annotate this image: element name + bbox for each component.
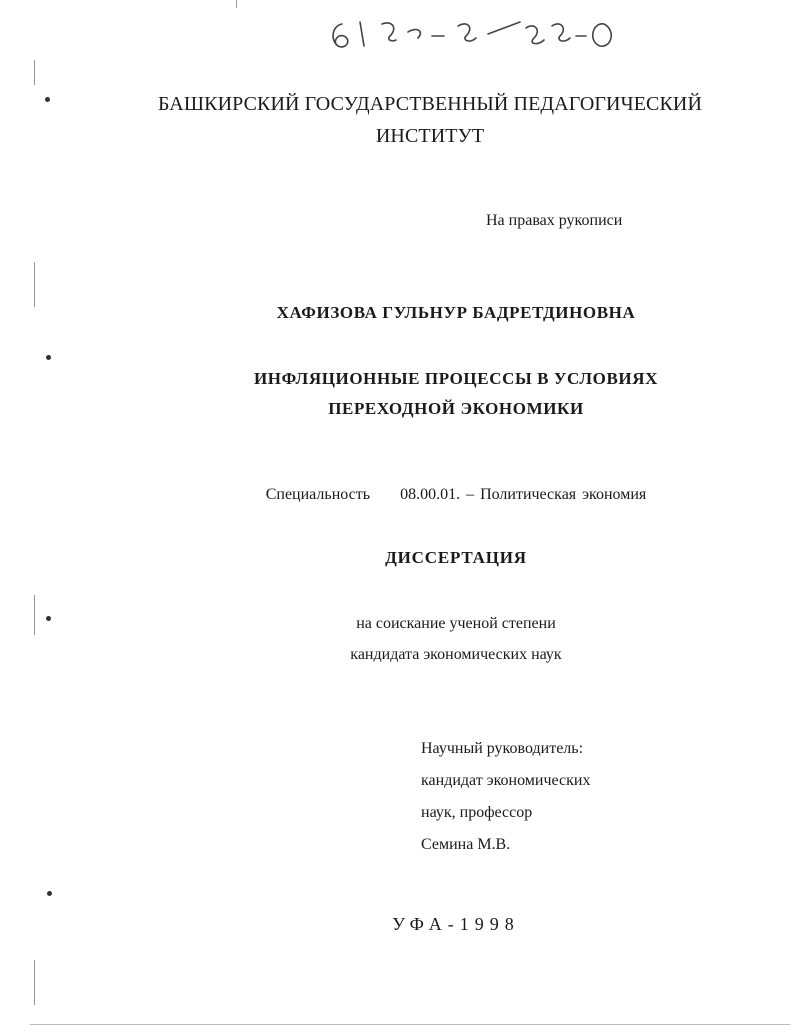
title-line-2: ПЕРЕХОДНОЙ ЭКОНОМИКИ bbox=[328, 399, 584, 418]
city-year: УФА-1998 bbox=[392, 914, 520, 934]
degree-statement bbox=[150, 608, 762, 670]
institution-name bbox=[150, 88, 710, 152]
scan-margin-line bbox=[34, 960, 35, 1005]
document-type-heading: ДИССЕРТАЦИЯ bbox=[385, 548, 527, 567]
scan-margin-line bbox=[34, 262, 35, 307]
scan-top-line bbox=[236, 0, 237, 8]
binding-hole-dot bbox=[46, 355, 51, 360]
specialty-line bbox=[150, 486, 762, 504]
scan-margin-line bbox=[34, 595, 35, 635]
binding-hole-dot bbox=[47, 891, 52, 896]
dissertation-title bbox=[150, 364, 762, 424]
manuscript-rights-note: На правах рукописи bbox=[486, 212, 623, 229]
scientific-advisor-block bbox=[421, 733, 590, 861]
title-line-1: ИНФЛЯЦИОННЫЕ ПРОЦЕССЫ В УСЛОВИЯХ bbox=[253, 369, 659, 388]
handwritten-number-inscription bbox=[320, 6, 620, 68]
institution-line-2: ИНСТИТУТ bbox=[375, 125, 485, 147]
degree-line-1: на соискание ученой степени bbox=[356, 615, 556, 632]
advisor-name: Семина М.В. bbox=[421, 836, 511, 853]
specialty-value: 08.00.01. – Политическая экономия bbox=[400, 486, 647, 503]
degree-line-2: кандидата экономических наук bbox=[350, 646, 562, 663]
advisor-title-line-2: наук, профессор bbox=[421, 804, 533, 821]
institution-line-1: БАШКИРСКИЙ ГОСУДАРСТВЕННЫЙ ПЕДАГОГИЧЕСКИЙ bbox=[157, 93, 702, 115]
advisor-title-line-1: кандидат экономических bbox=[421, 772, 591, 789]
advisor-heading: Научный руководитель: bbox=[421, 740, 584, 757]
author-name: ХАФИЗОВА ГУЛЬНУР БАДРЕТДИНОВНА bbox=[276, 303, 636, 322]
binding-hole-dot bbox=[46, 616, 51, 621]
scan-bottom-line bbox=[30, 1024, 790, 1025]
scan-margin-line bbox=[34, 60, 35, 85]
binding-hole-dot bbox=[45, 97, 50, 102]
specialty-label: Специальность bbox=[265, 486, 371, 503]
